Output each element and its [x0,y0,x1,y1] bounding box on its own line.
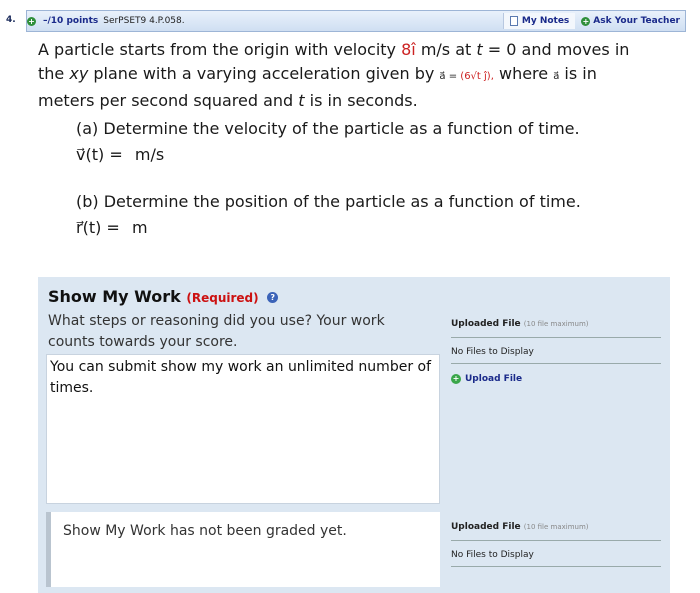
required-label: (Required) [186,291,259,305]
question-text [38,38,668,113]
question-code: SerPSET9 4.P.058. [103,16,185,26]
graded-status-text: Show My Work has not been graded yet. [63,523,347,539]
no-files-text: No Files to Display [451,550,534,560]
uploaded-file-title [451,522,661,532]
a-vector: a⃗ [553,71,560,82]
position-unit: m [132,218,148,237]
q-text: m/s at [415,40,477,59]
part-b-prompt: (b) Determine the position of the particle as a function of time. [76,192,581,211]
ask-teacher-button[interactable] [575,13,682,29]
question-header [26,10,686,32]
q-text: is in [559,64,597,83]
show-my-work-textarea[interactable]: You can submit show my work an unlimited number of times. [46,354,440,504]
expand-plus-icon[interactable]: + [28,16,35,26]
uploaded-file-label: Uploaded File [451,319,521,329]
upload-file-button[interactable] [451,374,661,384]
ask-plus-icon: + [582,16,590,26]
graded-status-box [46,512,440,587]
position-lhs: r⃗(t) = [76,218,120,237]
part-a-answer [76,145,164,164]
no-files-text: No Files to Display [451,347,534,357]
q-text: = 0 and moves in [482,40,630,59]
ask-teacher-label: Ask Your Teacher [593,16,680,26]
acceleration-rhs: (6√t ĵ), [460,71,494,82]
part-b-answer [76,218,148,237]
divider [451,566,661,567]
upload-plus-icon: + [452,374,460,383]
my-notes-button[interactable] [503,13,575,29]
my-notes-label: My Notes [521,16,570,26]
q-text: the [38,64,70,83]
show-my-work-title [48,287,278,306]
file-max-note: (10 file maximum) [523,320,589,328]
divider [451,363,661,364]
velocity-lhs: v⃗(t) = [76,145,123,164]
divider [451,540,661,541]
points-label: –/10 points [43,16,99,26]
smw-title-text: Show My Work [48,287,181,306]
upload-file-label: Upload File [465,374,523,384]
help-icon[interactable]: ? [267,292,278,303]
q-text: A particle starts from the origin with velocity [38,40,402,59]
graded-upload-panel [451,522,661,567]
upload-panel [451,319,661,384]
show-my-work-description: What steps or reasoning did you use? Your work counts towards your score. [48,313,385,350]
divider [451,337,661,338]
q-var: t [298,91,305,110]
uploaded-file-title [451,319,661,329]
velocity-unit: m/s [134,145,165,164]
part-a-prompt: (a) Determine the velocity of the particle as a function of time. [76,119,580,138]
q-var: xy [69,64,89,83]
file-max-note: (10 file maximum) [523,523,589,531]
q-text: plane with a varying acceleration given by [88,64,440,83]
q-var: t [476,40,483,59]
uploaded-file-label: Uploaded File [451,522,521,532]
q-text: where [493,64,554,83]
velocity-value: 8î [401,40,416,59]
q-text: is in seconds. [304,91,418,110]
question-number: 4. [6,15,16,25]
acceleration-lhs: a⃗ = [439,71,461,82]
notes-document-icon [510,16,518,26]
show-my-work-panel [38,277,670,593]
q-text: meters per second squared and [38,91,299,110]
